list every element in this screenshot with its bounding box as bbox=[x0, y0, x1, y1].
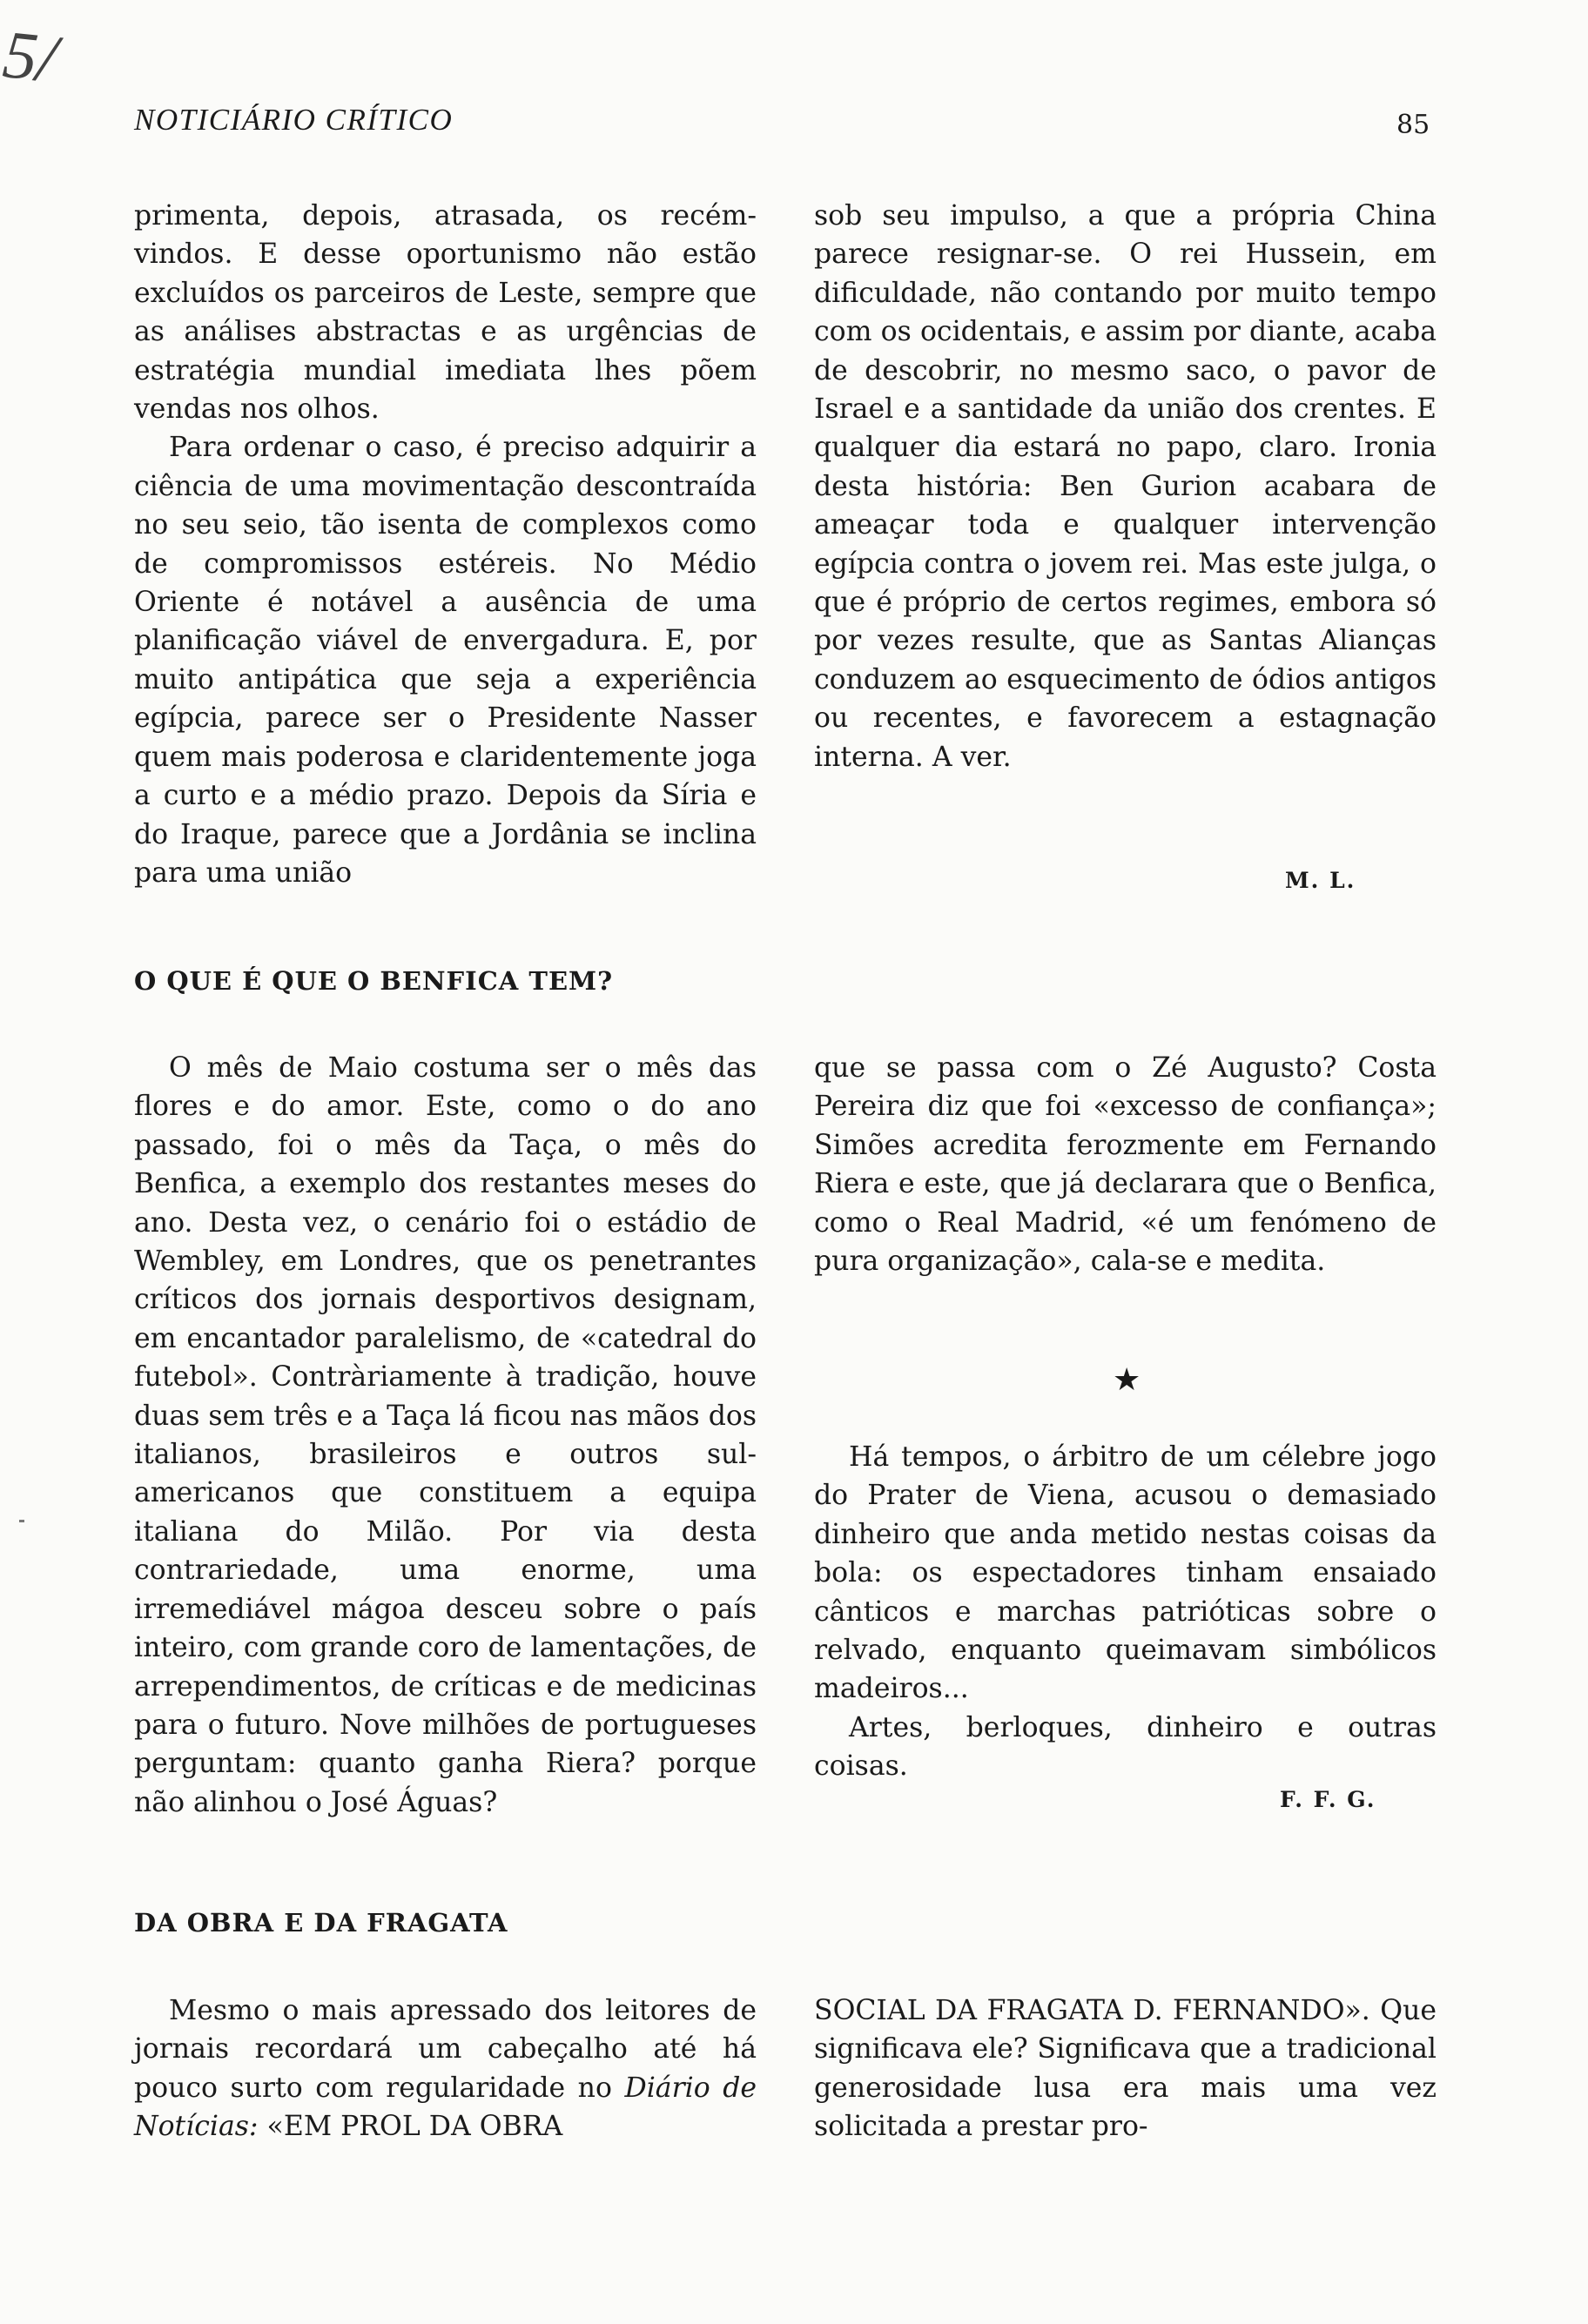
article1-left-column bbox=[134, 197, 757, 892]
article3-heading: DA OBRA E DA FRAGATA bbox=[134, 1908, 508, 1938]
article1-signature: M. L. bbox=[1285, 868, 1356, 893]
article2-paragraph: O mês de Maio costuma ser o mês das flores e do amor. Este, como o do ano passado, foi o mês da Taça, o mês do Benfica, a exemplo dos restantes meses do ano. Desta vez, o cenário foi o estádio de Wembley, em Londres, que os penetrantes críticos dos jornais desportivos designam, em encantador paralelismo, de «catedral do futebol». Contràriamente à tradição, houve duas sem três e a Taça lá ficou nas mãos dos italianos, brasileiros e outros sul-americanos que constituem a equipa italiana do Milão. Por via desta contrariedade, uma enorme, uma irremediável mágoa desceu sobre o país inteiro, com grande coro de lamentações, de arrependimentos, de críticas e de medicinas para o futuro. Nove milhões de portugueses perguntam: quanto ganha Riera? porque não alinhou o José Águas? bbox=[134, 1052, 757, 1818]
scan-speck bbox=[19, 1520, 24, 1522]
article1-paragraph: sob seu impulso, a que a própria China parece resignar-se. O rei Hussein, em dificuldade, não contando por muito tempo com os ocidentais, e assim por diante, acaba de descobrir, no mesmo saco, o pavor de Israel e a santidade da união dos crentes. E qualquer dia estará no papo, claro. Ironia desta história: Ben Gurion acabara de ameaçar toda e qualquer intervenção egípcia contra o jovem rei. Mas este julga, o que é próprio de certos regimes, embora só por vezes resulte, que as Santas Alianças conduzem ao esquecimento de ódios antigos ou recentes, e favorecem a estagnação interna. A ver. bbox=[814, 200, 1437, 773]
article2-signature: F. F. G. bbox=[1280, 1787, 1376, 1812]
article2-heading: O QUE É QUE O BENFICA TEM? bbox=[134, 966, 614, 996]
star-separator-icon: ★ bbox=[1113, 1362, 1141, 1398]
article3-text: «EM PROL DA OBRA bbox=[258, 2111, 563, 2143]
article2-paragraph: que se passa com o Zé Augusto? Costa Pereira diz que foi «excesso de confiança»; Simões acredita ferozmente em Fernando Riera e este, que já declarara que o Benfica, como o Real Madrid, «é um fenómeno de pura organização», cala-se e medita. bbox=[814, 1052, 1437, 1278]
article3-paragraph: SOCIAL DA FRAGATA D. FERNANDO». Que significava ele? Significava que a tradicional generosidade lusa era mais uma vez solicitada a prestar pro- bbox=[814, 1995, 1437, 2143]
article2-paragraph: Há tempos, o árbitro de um célebre jogo do Prater de Viena, acusou o demasiado dinheiro que anda metido nestas coisas da bola: os espectadores tinham ensaiado cânticos e marchas patrióticas sobre o relvado, enquanto queimavam simbólicos madeiros... bbox=[814, 1441, 1437, 1705]
article3-paragraph bbox=[134, 1992, 757, 2146]
newspaper-title: Diário de Notícias: bbox=[134, 2072, 757, 2143]
article1-paragraph: Para ordenar o caso, é preciso adquirir a ciência de uma movimentação descontraída no seu seio, tão isenta de complexos como de compromissos estéreis. No Médio Oriente é notável a ausência de uma planificação viável de envergadura. E, por muito antipática que seja a experiência egípcia, parece ser o Presidente Nasser quem mais poderosa e claridentemente joga a curto e a médio prazo. Depois da Síria e do Iraque, parece que a Jordânia se inclina para uma união bbox=[134, 432, 757, 889]
article2-left-column bbox=[134, 1049, 757, 1822]
article3-right-column bbox=[814, 1992, 1437, 2146]
article3-text: Mesmo o mais apressado dos leitores de jornais recordará um cabeçalho até há pouco surto com regularidade no bbox=[134, 1995, 757, 2104]
article2-paragraph: Artes, berloques, dinheiro e outras coisas. bbox=[814, 1711, 1437, 1783]
article3-left-column bbox=[134, 1992, 757, 2146]
article2-right-column-bottom bbox=[814, 1438, 1437, 1786]
running-head: NOTICIÁRIO CRÍTICO bbox=[134, 103, 454, 137]
article1-right-column bbox=[814, 197, 1437, 776]
page-number: 85 bbox=[1396, 110, 1430, 140]
article1-paragraph: primenta, depois, atrasada, os recém-vindos. E desse oportunismo não estão excluídos os parceiros de Leste, sempre que as análises abstractas e as urgências de estratégia mundial imediata lhes põem vendas nos olhos. bbox=[134, 200, 757, 426]
handwritten-page-mark: 5/ bbox=[0, 16, 61, 97]
article2-right-column-top bbox=[814, 1049, 1437, 1280]
